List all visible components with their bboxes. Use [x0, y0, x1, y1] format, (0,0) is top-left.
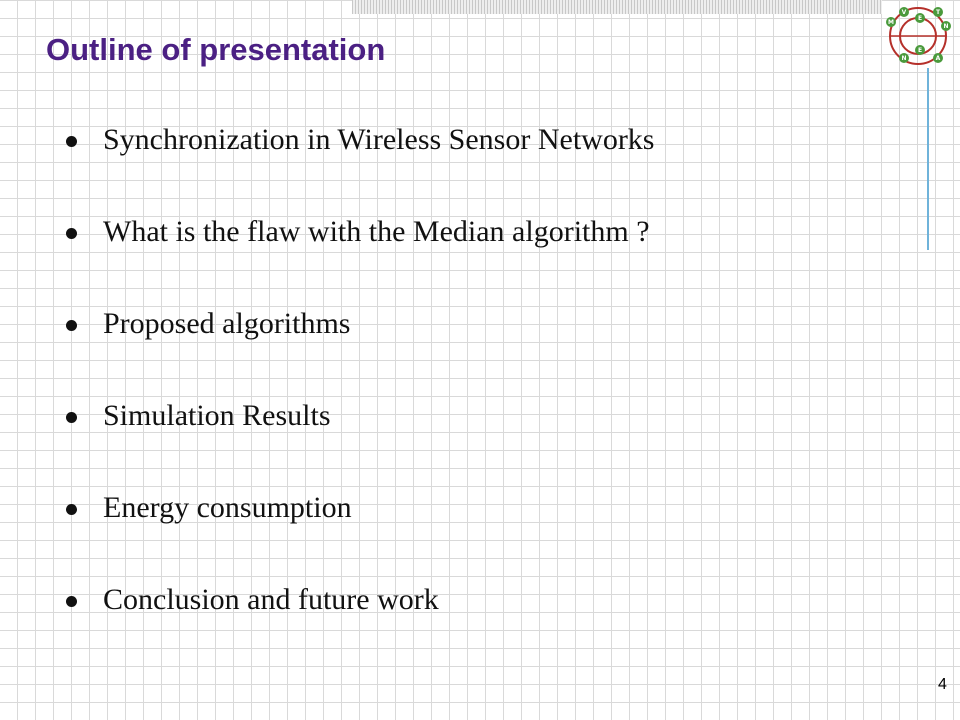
bullet-icon	[66, 136, 77, 147]
logo-letter: M	[888, 19, 894, 26]
bullet-text: What is the flaw with the Median algorithm ?	[103, 215, 650, 248]
bullet-icon	[66, 412, 77, 423]
logo-letter: E	[917, 15, 923, 22]
bullet-icon	[66, 504, 77, 515]
header-decorative-band	[352, 0, 882, 14]
logo-letter: N	[901, 55, 907, 62]
bullet-icon	[66, 320, 77, 331]
bullet-text: Synchronization in Wireless Sensor Networks	[103, 123, 655, 156]
bullet-text: Proposed algorithms	[103, 307, 351, 340]
logo-letter: A	[935, 55, 941, 62]
bullet-icon	[66, 596, 77, 607]
vertical-accent-line	[927, 68, 929, 250]
logo-letter: V	[901, 9, 907, 16]
university-logo	[882, 4, 952, 68]
bullet-text: Energy consumption	[103, 491, 352, 524]
bullet-text: Simulation Results	[103, 399, 331, 432]
logo-letter: T	[935, 9, 941, 16]
bullet-text: Conclusion and future work	[103, 583, 439, 616]
slide-title: Outline of presentation	[46, 32, 386, 67]
logo-letter: E	[917, 47, 923, 54]
logo-letter: N	[943, 23, 949, 30]
bullet-icon	[66, 228, 77, 239]
page-number: 4	[938, 676, 947, 693]
